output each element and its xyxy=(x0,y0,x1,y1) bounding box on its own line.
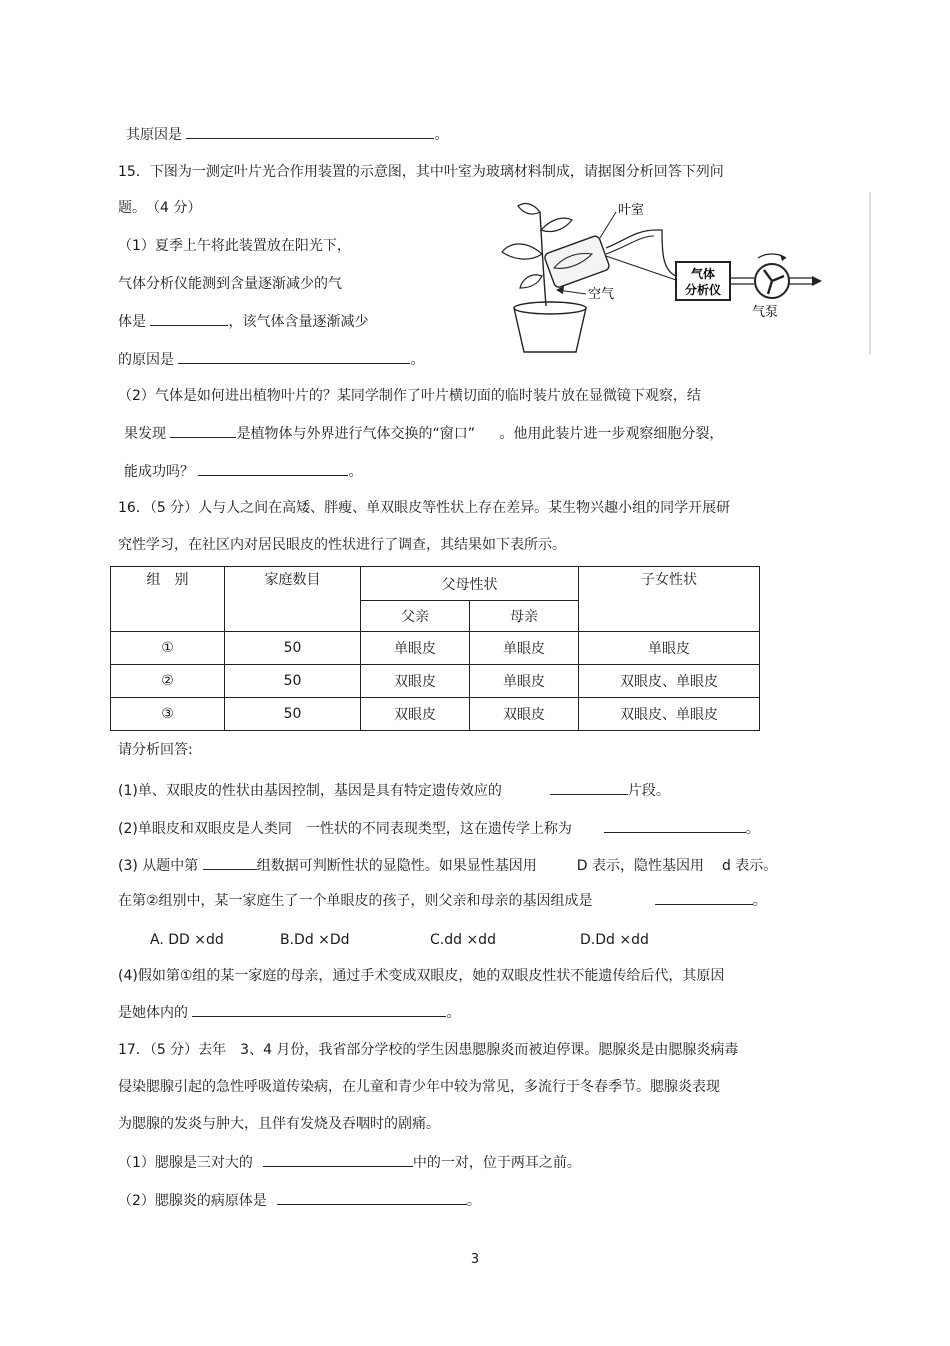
q16-stem-line2: 究性学习，在社区内对居民眼皮的性状进行了调查，其结果如下表所示。 xyxy=(118,537,566,553)
q16-sub4-line1: (4)假如第①组的某一家庭的母亲，通过手术变成双眼皮，她的双眼皮性状不能遗传给后代，其原因 xyxy=(118,968,725,984)
q16-option-b[interactable]: B.Dd ×Dd xyxy=(280,932,350,948)
q16-option-a[interactable]: A. DD ×dd xyxy=(150,932,224,948)
leaf xyxy=(518,204,540,214)
q14-tail: 其原因是 。 xyxy=(126,124,448,145)
q15-part1-line3: 体是 ，该气体含量逐渐减少 xyxy=(118,311,368,332)
q15-stem-line2: 题。 （4 分） xyxy=(118,200,202,216)
svg-text:气体: 气体 xyxy=(690,267,716,281)
q15-stem-line1: 15．下图为一测定叶片光合作用装置的示意图，其中叶室为玻璃材料制成，请据图分析回答下列问 xyxy=(118,164,724,180)
q16-sub1: (1)单、双眼皮的性状由基因控制，基因是具有特定遗传效应的 片段。 xyxy=(118,780,670,801)
q15-stomata-blank[interactable] xyxy=(170,423,236,438)
q16-gene-blank[interactable] xyxy=(550,780,628,795)
q16-sub3-line2: 在第②组别中，某一家庭生了一个单眼皮的孩子，则父亲和母亲的基因组成是 。 xyxy=(118,890,767,911)
q16-sub4-line2: 是她体内的 。 xyxy=(118,1002,460,1023)
table-row: ③ 50 双眼皮 双眼皮 双眼皮、单眼皮 xyxy=(111,698,760,731)
table-row: ① 50 单眼皮 单眼皮 单眼皮 xyxy=(111,632,760,665)
q16-genetic-material-blank[interactable] xyxy=(192,1002,446,1017)
header-parents: 父母性状 xyxy=(361,567,579,601)
q16-option-d[interactable]: D.Dd ×dd xyxy=(580,932,649,948)
q15-part1-line1: （1）夏季上午将此装置放在阳光下， xyxy=(118,238,351,254)
header-families: 家庭数目 xyxy=(225,567,361,632)
q15-gas-blank[interactable] xyxy=(150,311,228,326)
q17-stem-line3: 为腮腺的发炎与肿大，且伴有发烧及吞咽时的剧痛。 xyxy=(118,1116,440,1132)
svg-text:分析仪: 分析仪 xyxy=(684,283,722,297)
photosynthesis-apparatus-diagram xyxy=(496,190,872,356)
pump-label: 气泵 xyxy=(752,305,779,320)
tube xyxy=(606,230,676,276)
q16-option-c[interactable]: C.dd ×dd xyxy=(430,932,496,948)
header-children: 子女性状 xyxy=(579,567,760,632)
q16-relative-trait-blank[interactable] xyxy=(604,818,746,833)
table-row: ② 50 双眼皮 单眼皮 双眼皮、单眼皮 xyxy=(111,665,760,698)
q17-stem-line1: 17．（5 分）去年 3、4 月份，我省部分学校的学生因患腮腺炎而被迫停课。腮腺炎是由腮腺炎病毒 xyxy=(118,1042,739,1058)
eyelid-survey-table xyxy=(110,566,760,731)
leaf-chamber xyxy=(544,235,611,289)
leaf xyxy=(502,244,542,259)
q17-pathogen-blank[interactable] xyxy=(277,1190,467,1205)
header-mother: 母亲 xyxy=(470,601,579,632)
q16-ask: 请分析回答: xyxy=(118,742,193,758)
q15-part2-line3: 能成功吗？ 。 xyxy=(124,461,362,482)
page-number: 3 xyxy=(470,1252,480,1267)
leaf-chamber-label: 叶室 xyxy=(618,203,645,218)
q15-part1-line2: 气体分析仪能测到含量逐渐减少的气 xyxy=(118,276,342,292)
q16-sub3-line1: (3) 从题中第 组数据可判断性状的显隐性。如果显性基因用 D 表示，隐性基因用 d 表示。 xyxy=(118,855,777,876)
q15-cell-division-blank[interactable] xyxy=(198,461,348,476)
q15-part2-line2: 果发现 是植物体与外界进行气体交换的“窗口” 。他用此装片进一步观察细胞分裂， xyxy=(124,423,723,444)
q16-stem-line1: 16．（5 分）人与人之间在高矮、胖瘦、单双眼皮等性状上存在差异。某生物兴趣小组的同学开展研 xyxy=(118,500,731,516)
q15-part2-line1: （2）气体是如何进出植物叶片的？某同学制作了叶片横切面的临时装片放在显微镜下观察，结 xyxy=(118,388,701,404)
q14-answer-blank[interactable] xyxy=(186,124,434,139)
q17-sub2: （2）腮腺炎的病原体是 。 xyxy=(118,1190,481,1211)
q17-sub1: （1）腮腺是三对大的 中的一对，位于两耳之前。 xyxy=(118,1152,581,1173)
q17-stem-line2: 侵染腮腺引起的急性呼吸道传染病，在儿童和青少年中较为常见，多流行于冬春季节。腮腺炎表现 xyxy=(118,1079,720,1095)
header-group: 组 别 xyxy=(111,567,225,632)
q16-genotype-blank[interactable] xyxy=(655,890,753,905)
header-father: 父亲 xyxy=(361,601,470,632)
q16-sub2: (2)单眼皮和双眼皮是人类同 一性状的不同表现类型，这在遗传学上称为 。 xyxy=(118,818,760,839)
q16-group-blank[interactable] xyxy=(203,855,257,870)
air-label: 空气 xyxy=(588,287,615,302)
leaf xyxy=(541,218,572,231)
q17-gland-blank[interactable] xyxy=(263,1152,413,1167)
q15-part1-line4: 的原因是 。 xyxy=(118,349,424,370)
leaf xyxy=(520,275,542,288)
q15-reason-blank[interactable] xyxy=(178,349,410,364)
